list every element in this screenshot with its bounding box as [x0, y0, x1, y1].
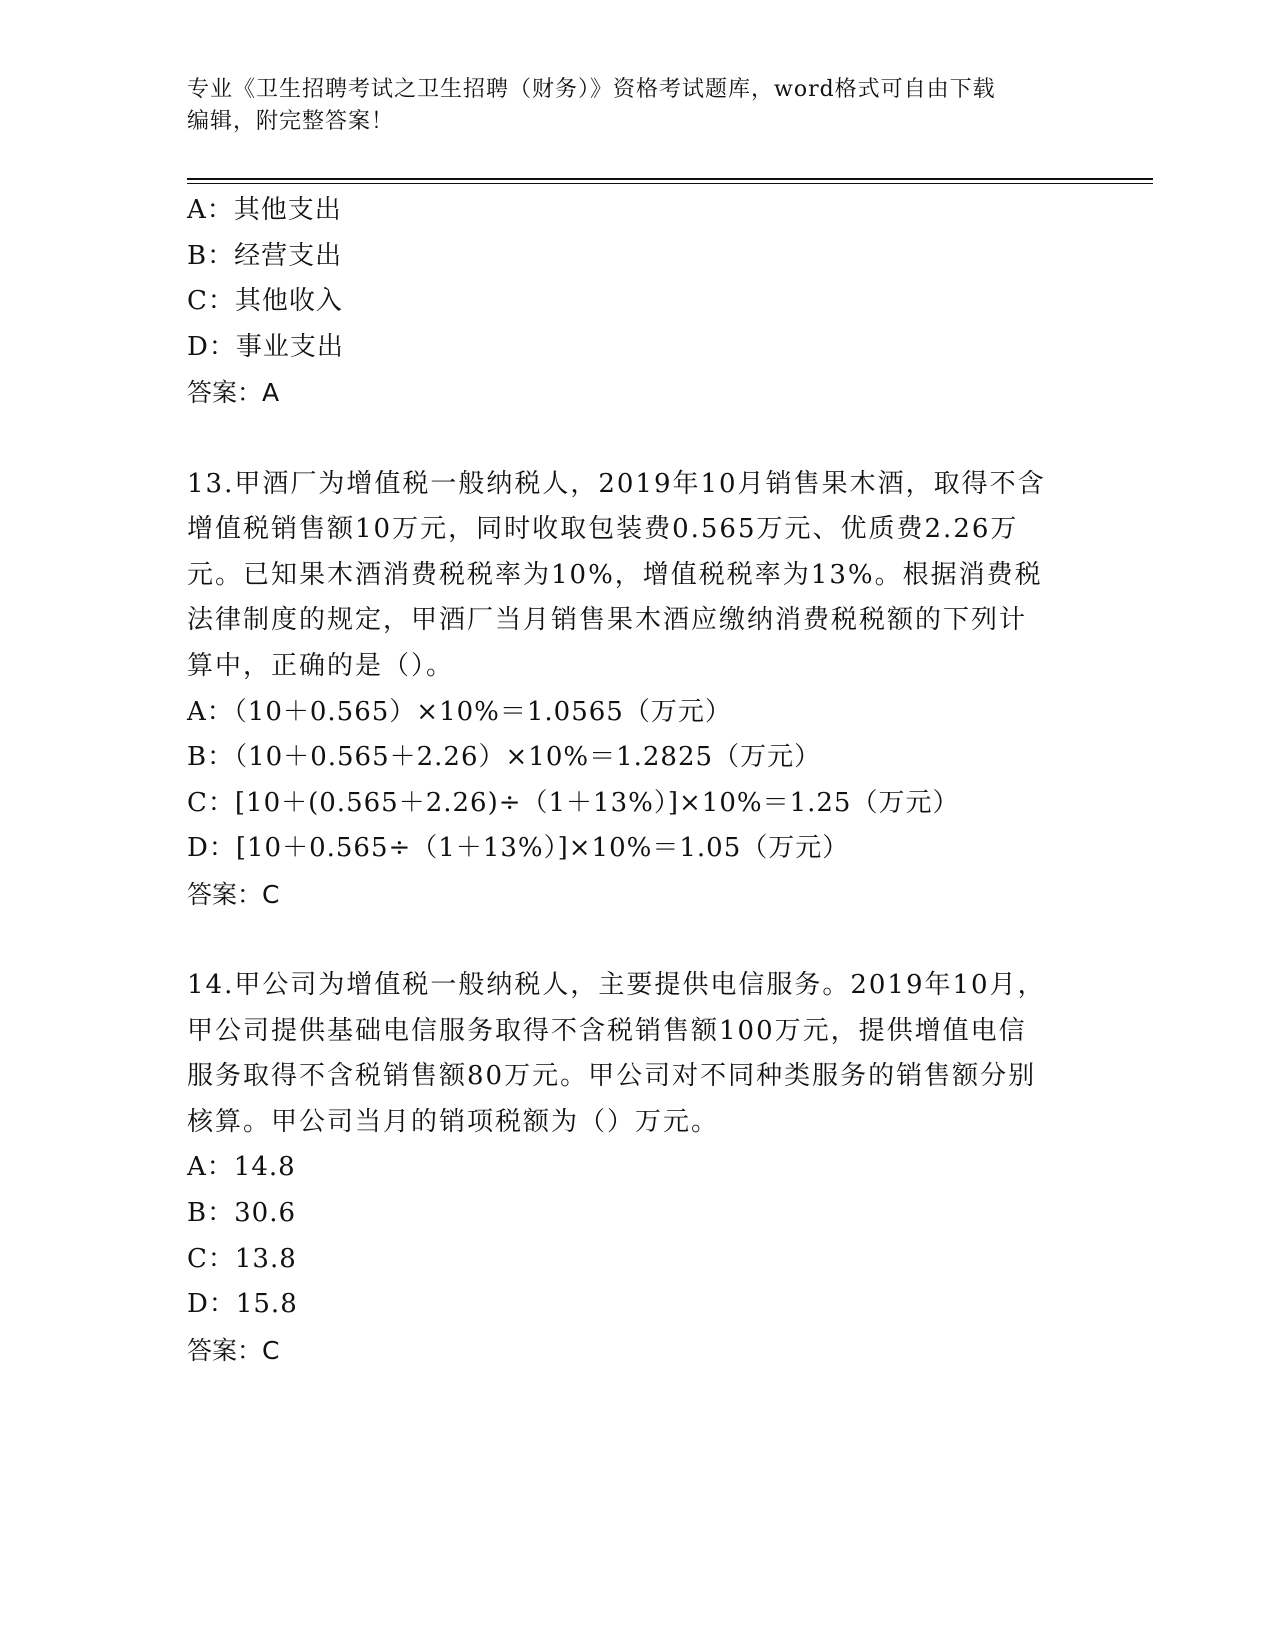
option-d: D：15.8 — [187, 1289, 298, 1320]
option-b: B：经营支出 — [187, 240, 343, 271]
question-text-line: 算中，正确的是（）。 — [187, 650, 455, 681]
question-text-line: 甲公司提供基础电信服务取得不含税销售额100万元，提供增值电信 — [187, 1015, 1027, 1046]
question-12-block — [187, 188, 1067, 416]
question-text-line: 核算。甲公司当月的销项税额为（）万元。 — [187, 1106, 720, 1137]
document-body — [187, 188, 1067, 1373]
question-text-line: 增值税销售额10万元，同时收取包装费0.565万元、优质费2.26万 — [187, 514, 1019, 545]
option-d: D：事业支出 — [187, 331, 344, 362]
question-14-block — [187, 963, 1067, 1373]
option-a: A：其他支出 — [187, 195, 342, 225]
option-a: A：（10＋0.565）×10%＝1.0565（万元） — [187, 696, 732, 727]
answer-line: 答案：C — [187, 879, 280, 909]
question-text-line: 法律制度的规定，甲酒厂当月销售果木酒应缴纳消费税税额的下列计 — [187, 605, 1028, 636]
document-header — [187, 74, 1087, 138]
header-line-1: 专业《卫生招聘考试之卫生招聘（财务）》资格考试题库，word格式可自由下载 — [187, 77, 996, 102]
question-text-line: 14.甲公司为增值税一般纳税人，主要提供电信服务。2019年10月， — [187, 970, 1046, 1001]
option-c: C：其他收入 — [187, 286, 343, 317]
question-text-line: 元。已知果木酒消费税税率为10%，增值税税率为13%。根据消费税 — [187, 559, 1043, 590]
answer-line: 答案：A — [187, 378, 280, 408]
spacer — [187, 416, 1067, 462]
header-divider-thick — [187, 178, 1153, 180]
question-text-line: 13.甲酒厂为增值税一般纳税人，2019年10月销售果木酒，取得不含 — [187, 468, 1046, 499]
header-divider-thin — [187, 183, 1153, 184]
option-c: C：[10＋(0.565＋2.26)÷（1＋13%）]×10%＝1.25（万元） — [187, 787, 960, 818]
option-b: B：30.6 — [187, 1198, 296, 1229]
option-c: C：13.8 — [187, 1243, 297, 1274]
spacer — [187, 918, 1067, 964]
header-line-2: 编辑，附完整答案！ — [187, 109, 395, 134]
option-a: A：14.8 — [187, 1152, 296, 1183]
option-b: B：（10＋0.565＋2.26）×10%＝1.2825（万元） — [187, 742, 822, 773]
answer-line: 答案：C — [187, 1335, 280, 1365]
question-text-line: 服务取得不含税销售额80万元。甲公司对不同种类服务的销售额分别 — [187, 1061, 1037, 1092]
option-d: D：[10＋0.565÷（1＋13%）]×10%＝1.05（万元） — [187, 833, 850, 864]
question-13-block — [187, 462, 1067, 918]
